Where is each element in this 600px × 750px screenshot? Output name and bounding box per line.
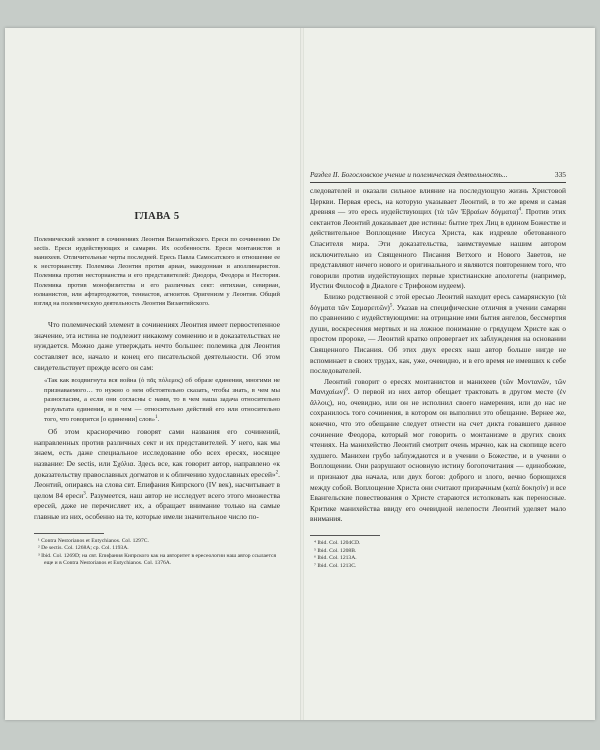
paragraph-r3-text: Леонтий говорит о ересях монтанистов и манихеев (τῶν Μοντανῶν, τῶν Μανιχαίων) [310, 376, 566, 397]
right-page [310, 186, 566, 570]
footnote: ⁷ Ibid. Col. 1213C. [314, 562, 357, 569]
paragraph-r2-text: Близко родственной с этой ересью Леонтий находит ересь самарянскую (τὰ δόγματα τῶν Σαμαρειτῶν) [310, 291, 566, 312]
footnote-ref-5: 5 [389, 303, 393, 309]
footnote-ref-2: 2 [275, 470, 279, 476]
paragraph-r1-end: . Против этих сектантов Леонтий доказывает две истины: бытие трех Лиц в едином Божестве и действительное Воплощение Иисуса Христа, как издревле обетованного Спасителя мира. Эти доказательства, заимствуемые нашим автором исключительно из Священного Писания Ветхого и Нового Заветов, не представляют ничего нового и оригинального и являются повторением того, что говорили против иудействующих первые христианские апологеты (например, Иустин Философ в Диалоге с Трифоном иудеем). [310, 207, 566, 291]
paragraph-r1-text: следователей и оказали сильное влияние на последующую жизнь Христовой Церкви. Первая ересь, на которую указывает Леонтий, в то же время и самая древняя — это ересь иудействующих (τὰ τῶν Ἑβραίων δόγματα) [310, 186, 566, 217]
footnotes-right [310, 540, 566, 570]
paragraph-r3 [310, 377, 566, 525]
footnote: ⁴ Ibid. Col. 1204CD. [314, 540, 361, 546]
footnote-rule [34, 533, 104, 534]
paragraph-r3-end: . О первой из них автор обещает трактовать в другом месте (ἐν ἄλλοις), но, очевидно, или он не исполнил своего намерения, или до нас не сохранилось того сочинения, в котором он выполнил это обещание. Вернее же, конечно, что это обещание следует отнести на счет дикта говавшего данное сочинение Феодора, который мог говорить о монтанизме в других своих чтениях. На манихейство Леонтий смотрит очень мрачно, как на скопище всего худшего. Манихеи грубо заблуждаются и в учении о Божестве, и в учении о Воплощении. Они разрушают основную истину богопочитания — единобожие, и признают два начала, или двух богов: доброго и злого, вечно борющихся между собой. Воплощение Христа они считают призрачным (κατὰ δοκησίν) и все Евангельские повествования о Христе стараются истолковать как переносные. Критике манихейства ввиду его очевидной нелепости Леонтий уделяет мало внимания. [310, 387, 566, 524]
footnote: ¹ Contra Nestorianos et Eutychianos. Col. 1297C. [38, 537, 149, 544]
chapter-abstract: Полемический элемент в сочинениях Леонтия Византийского. Ереси по сочинению De sectis. Ереси иудействующих и самарян. Их особенности. Ереси монтанистов и манихеев. Отличительные черты последней. Ересь Павла Самосатского и отношение ее к несторианству. Полемика Леонтия против ариан, македониан и аполлинаристов. Полемика против несторианства и его представителей: Диодора, Феодора и Нестория. Полемика против монофизитства и его различных сект: евтихиан, севириан, юлианистов, или афтартодокетов, тениастов, агноитов. Оригенизм у Леонтия. Общий взгляд на полемическую деятельность Леонтия Византийского. [34, 235, 280, 308]
running-head [310, 170, 566, 180]
footnote: ³ Ibid. Col. 1269D; на свт. Епифания Кипрского как на авторитет в ересеологии наш автор ссылается еще и в Contra Nestorianos et Eutychianos. Col. 1376A. [38, 552, 277, 567]
paragraph-r2-end: . Указав на специфические отличия в учении самарян по сравнению с иудействующими: на отрицание ими бытия ангелов, бессмертия души, воскресения мертвых и на ложное понимание о грядущем Христе как о простом пророке, — Леонтий кратко опровергает их заблуждения на основании Священного Писания. Об этих двух ересях наш автор больше нигде не вспоминает в своих трудах, как, уже, очевидно, и в его время не имевших к себе последователей. [310, 302, 566, 376]
paragraph-2-end: . Разумеется, наш автор не исследует всего этого множества ересей, даже не перечисляет их, а обращает внимание только на самые главные из них, особенно на те, которые имели значительное число по- [34, 490, 280, 521]
footnotes-left [34, 538, 280, 568]
quote-text: «Так как воздвигнута вся война (ὁ πᾶς πόλεμος) об образе единения, многими не признаваемого… то нужно о нем обстоятельно сказать, чтобы знать, в чем мы разногласим, а если они согласны с нами, то в чем наша задача относительно результата единения, и в чем — относительно действий его или относительно того, что говорится [о единении] слов» [44, 377, 280, 423]
paragraph-r2 [310, 292, 566, 377]
footnote-ref-1: 1 [155, 414, 158, 420]
paragraph-2 [34, 427, 280, 522]
paragraph-2-cont: . Леонтий, опираясь на слова свт. Епифания Кипрского (IV век), насчитывает в целом 84 ереси [34, 469, 280, 500]
footnote-ref-4: 4 [518, 207, 521, 213]
footnote-rule [310, 535, 380, 536]
running-head-rule [310, 182, 566, 183]
footnote-ref-3: 3 [83, 491, 86, 497]
chapter-title: ГЛАВА 5 [134, 211, 180, 222]
footnote: ⁵ Ibid. Col. 1208B. [314, 547, 357, 554]
paragraph-2-text: Об этом красноречиво говорят сами названия его сочинений, направленных против различных сект и их представителей. У него, как мы знаем, есть даже специальное исследование обо всех ересях, носящее название: De sectis, или Σχόλια. Здесь все, как говорит автор, направлено «к доказательству православных догматов и к обличению худославных ересей» [34, 427, 280, 479]
page-number: 335 [554, 170, 566, 179]
book-gutter [300, 28, 304, 720]
footnote: ⁶ Ibid. Col. 1213A. [314, 555, 357, 562]
footnote-ref-6: 6 [345, 387, 348, 393]
paragraph-1: Что полемический элемент в сочинениях Леонтия имеет первостепенное значение, эта истина не подлежит никакому сомнению и в доказательствах не нуждается. Можно даже утверждать нечто большее: полемика для Леонтия составляет все, начало и конец его писательской деятельности. Об этом свидетельствует прежде всего он сам: [34, 320, 280, 372]
running-head-title: Раздел II. Богословское учение и полемическая деятельность... [310, 170, 508, 179]
footnote: ² De sectis. Col. 1268A; cp. Col. 1193A. [38, 545, 129, 552]
block-quote: «Так как воздвигнута вся война (ὁ πᾶς πόλεμος) об образе единения, многими не признаваемого… то нужно о нем обстоятельно сказать, чтобы знать, в чем мы разногласим, а если они согласны с нами, то в чем наша задача относительно результата единения, и в чем — относительно действий его или относительно того, что говорится [о единении] слов»$^1$. [44, 377, 280, 423]
left-page [34, 212, 280, 568]
paragraph-r1 [310, 186, 566, 292]
